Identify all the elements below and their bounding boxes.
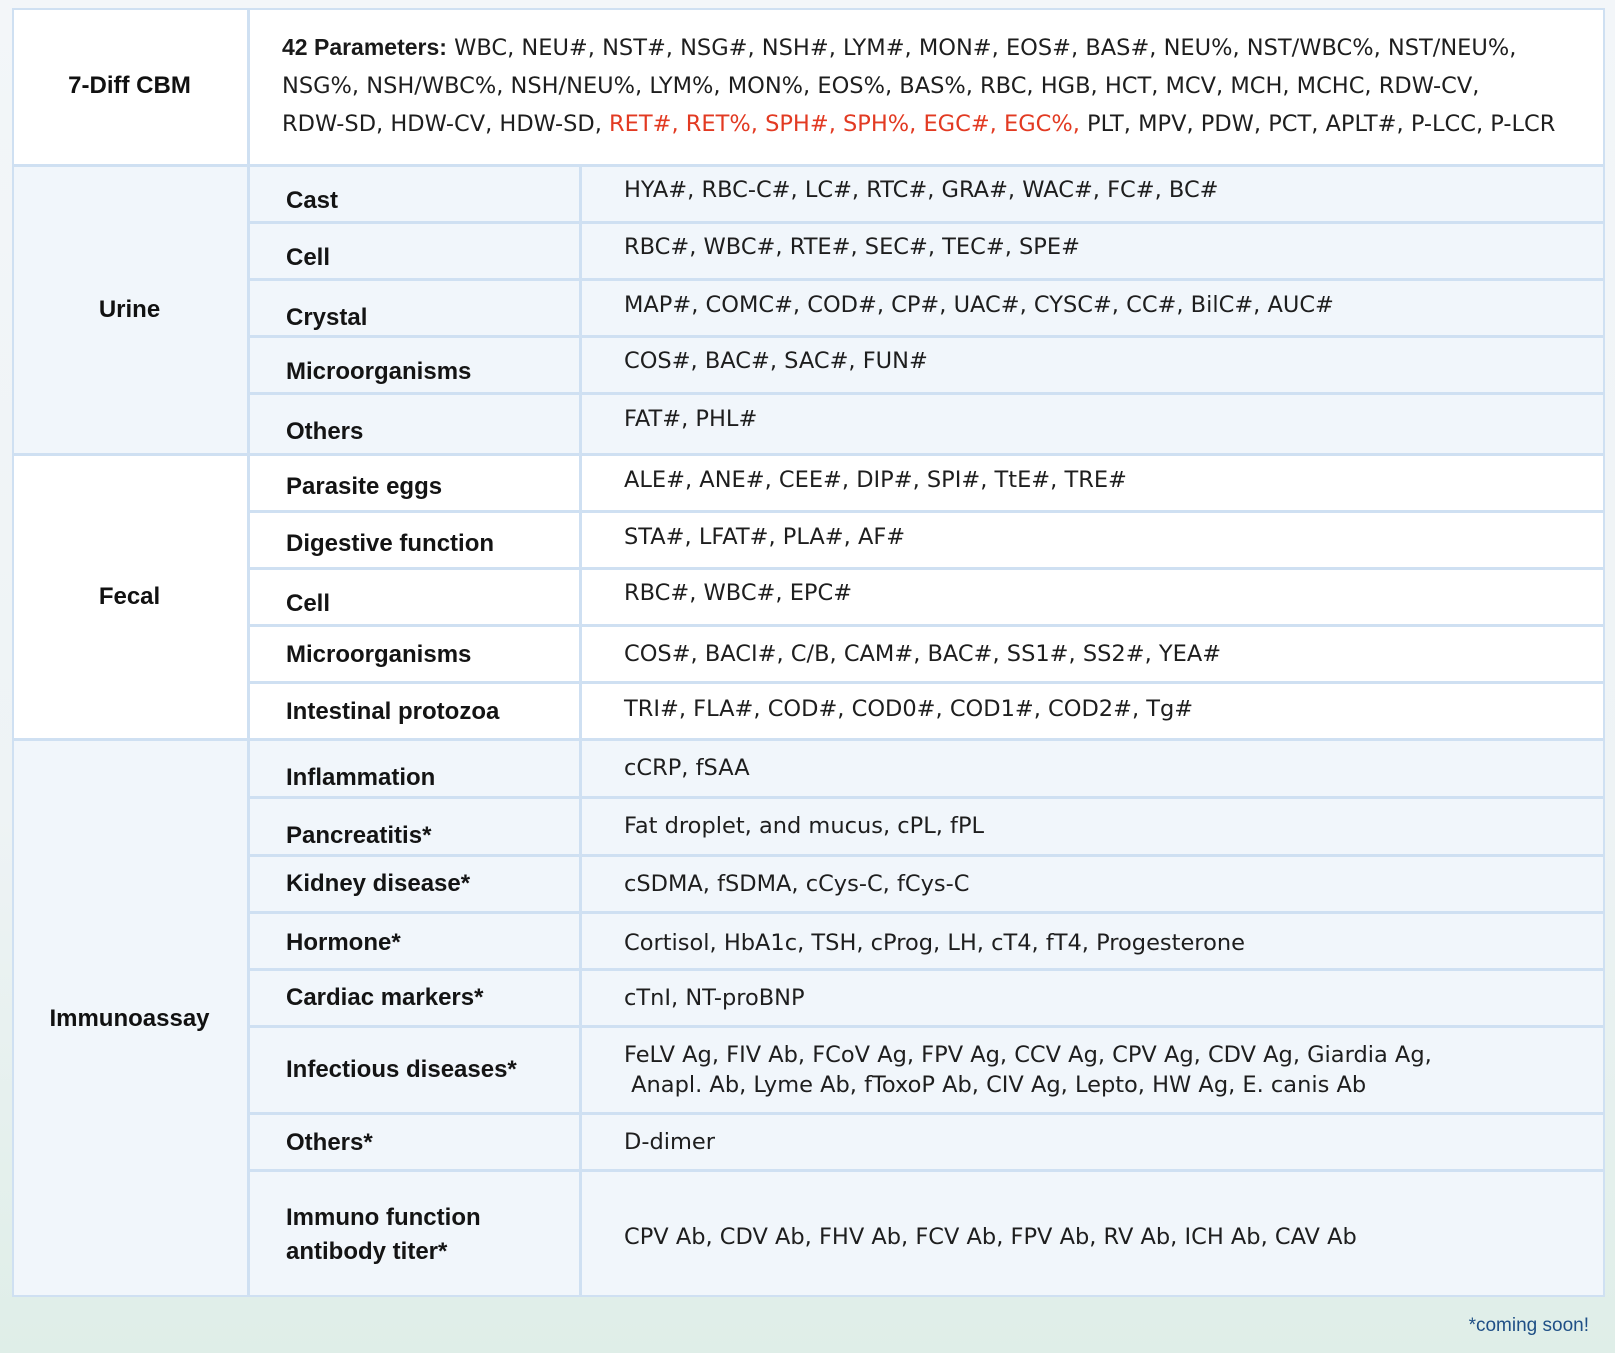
urine-row-name: Others <box>250 395 579 453</box>
cbm-params-lead: 42 Parameters: <box>282 34 447 60</box>
divider <box>250 624 1605 627</box>
immuno-row-name <box>250 1172 579 1297</box>
divider <box>250 335 1605 338</box>
divider <box>250 392 1605 395</box>
cbm-params-line1: WBC, NEU#, NST#, NSG#, NSH#, LYM#, MON#, EOS#, BAS#, NEU%, NST/WBC%, NST/NEU%, <box>454 35 1517 61</box>
fecal-row-name: Intestinal protozoa <box>250 684 579 738</box>
urine-group-label: Urine <box>12 167 247 453</box>
divider <box>12 8 1605 10</box>
immuno-row-values: Cortisol, HbA1c, TSH, cProg, LH, cT4, fT4, Progesterone <box>582 914 1605 968</box>
divider <box>12 453 1605 456</box>
fecal-row-values: STA#, LFAT#, PLA#, AF# <box>582 513 1605 567</box>
divider <box>250 567 1605 570</box>
immuno-row-name: Pancreatitis* <box>250 799 579 854</box>
immuno-row-name: Hormone* <box>250 914 579 968</box>
urine-row-name: Cell <box>250 224 579 278</box>
divider <box>12 738 1605 741</box>
urine-row-values: MAP#, COMC#, COD#, CP#, UAC#, CYSC#, CC#, BilC#, AUC# <box>582 281 1605 335</box>
fecal-row-name: Microorganisms <box>250 627 579 681</box>
urine-row-name: Crystal <box>250 281 579 335</box>
urine-row-values: COS#, BAC#, SAC#, FUN# <box>582 338 1605 392</box>
fecal-row-values: COS#, BACI#, C/B, CAM#, BAC#, SS1#, SS2#, YEA# <box>582 627 1605 681</box>
immuno-row-values: cSDMA, fSDMA, cCys-C, fCys-C <box>582 857 1605 911</box>
immuno-row-values: cCRP, fSAA <box>582 741 1605 796</box>
urine-row-values: HYA#, RBC-C#, LC#, RTC#, GRA#, WAC#, FC#, BC# <box>582 167 1605 221</box>
divider <box>250 796 1605 799</box>
infectious-values-line2: Anapl. Ab, Lyme Ab, fToxoP Ab, CIV Ag, Lepto, HW Ag, E. canis Ab <box>624 1072 1367 1098</box>
cbm-params-highlight: RET#, RET%, SPH#, SPH%, EGC#, EGC%, <box>609 111 1080 137</box>
immuno-row-name: Infectious diseases* <box>250 1028 579 1112</box>
divider <box>12 164 1605 167</box>
divider <box>250 968 1605 971</box>
urine-row-name: Cast <box>250 167 579 221</box>
divider <box>250 854 1605 857</box>
urine-row-values: RBC#, WBC#, RTE#, SEC#, TEC#, SPE# <box>582 224 1605 278</box>
cbm-params-line2: NSG%, NSH/WBC%, NSH/NEU%, LYM%, MON%, EOS%, BAS%, RBC, HGB, HCT, MCV, MCH, MCHC, RDW-CV, <box>282 73 1480 99</box>
divider <box>250 681 1605 684</box>
divider <box>250 911 1605 914</box>
immuno-row-values <box>582 1028 1605 1112</box>
immuno-function-line1: Immuno function <box>286 1203 481 1231</box>
immuno-row-values: cTnI, NT-proBNP <box>582 971 1605 1025</box>
immuno-row-values: CPV Ab, CDV Ab, FHV Ab, FCV Ab, FPV Ab, RV Ab, ICH Ab, CAV Ab <box>582 1172 1605 1297</box>
immuno-row-name: Kidney disease* <box>250 857 579 911</box>
cbm-params-line3-end: PLT, MPV, PDW, PCT, APLT#, P-LCC, P-LCR <box>1087 111 1556 137</box>
divider <box>12 8 14 1297</box>
cbm-parameters <box>282 28 1582 143</box>
immuno-row-name: Inflammation <box>250 741 579 796</box>
divider <box>250 221 1605 224</box>
parameter-table <box>12 8 1605 1297</box>
divider <box>250 1112 1605 1115</box>
fecal-row-values: ALE#, ANE#, CEE#, DIP#, SPI#, TtE#, TRE# <box>582 456 1605 510</box>
divider <box>12 1295 1605 1297</box>
urine-row-name: Microorganisms <box>250 338 579 392</box>
fecal-group-label: Fecal <box>12 456 247 738</box>
divider <box>247 8 250 1297</box>
divider <box>250 1025 1605 1028</box>
divider <box>579 164 582 1297</box>
fecal-row-name: Digestive function <box>250 513 579 567</box>
coming-soon-footnote: *coming soon! <box>1468 1315 1589 1336</box>
fecal-row-values: RBC#, WBC#, EPC# <box>582 570 1605 624</box>
divider <box>250 278 1605 281</box>
fecal-row-values: TRI#, FLA#, COD#, COD0#, COD1#, COD2#, Tg# <box>582 684 1605 738</box>
infectious-values-line1: FeLV Ag, FIV Ab, FCoV Ag, FPV Ag, CCV Ag, CPV Ag, CDV Ag, Giardia Ag, <box>624 1042 1432 1068</box>
divider <box>1603 8 1605 1297</box>
cbm-label: 7-Diff CBM <box>12 8 247 164</box>
immuno-row-values: Fat droplet, and mucus, cPL, fPL <box>582 799 1605 854</box>
immuno-row-name: Others* <box>250 1115 579 1169</box>
immuno-row-name: Cardiac markers* <box>250 971 579 1025</box>
immunoassay-group-label: Immunoassay <box>12 741 247 1297</box>
fecal-row-name: Cell <box>250 570 579 624</box>
immuno-function-line2: antibody titer* <box>286 1237 448 1265</box>
divider <box>250 1169 1605 1172</box>
fecal-row-name: Parasite eggs <box>250 456 579 510</box>
divider <box>250 510 1605 513</box>
urine-row-values: FAT#, PHL# <box>582 395 1605 453</box>
cbm-params-line3-start: RDW-SD, HDW-CV, HDW-SD, <box>282 111 602 137</box>
immuno-row-values: D-dimer <box>582 1115 1605 1169</box>
